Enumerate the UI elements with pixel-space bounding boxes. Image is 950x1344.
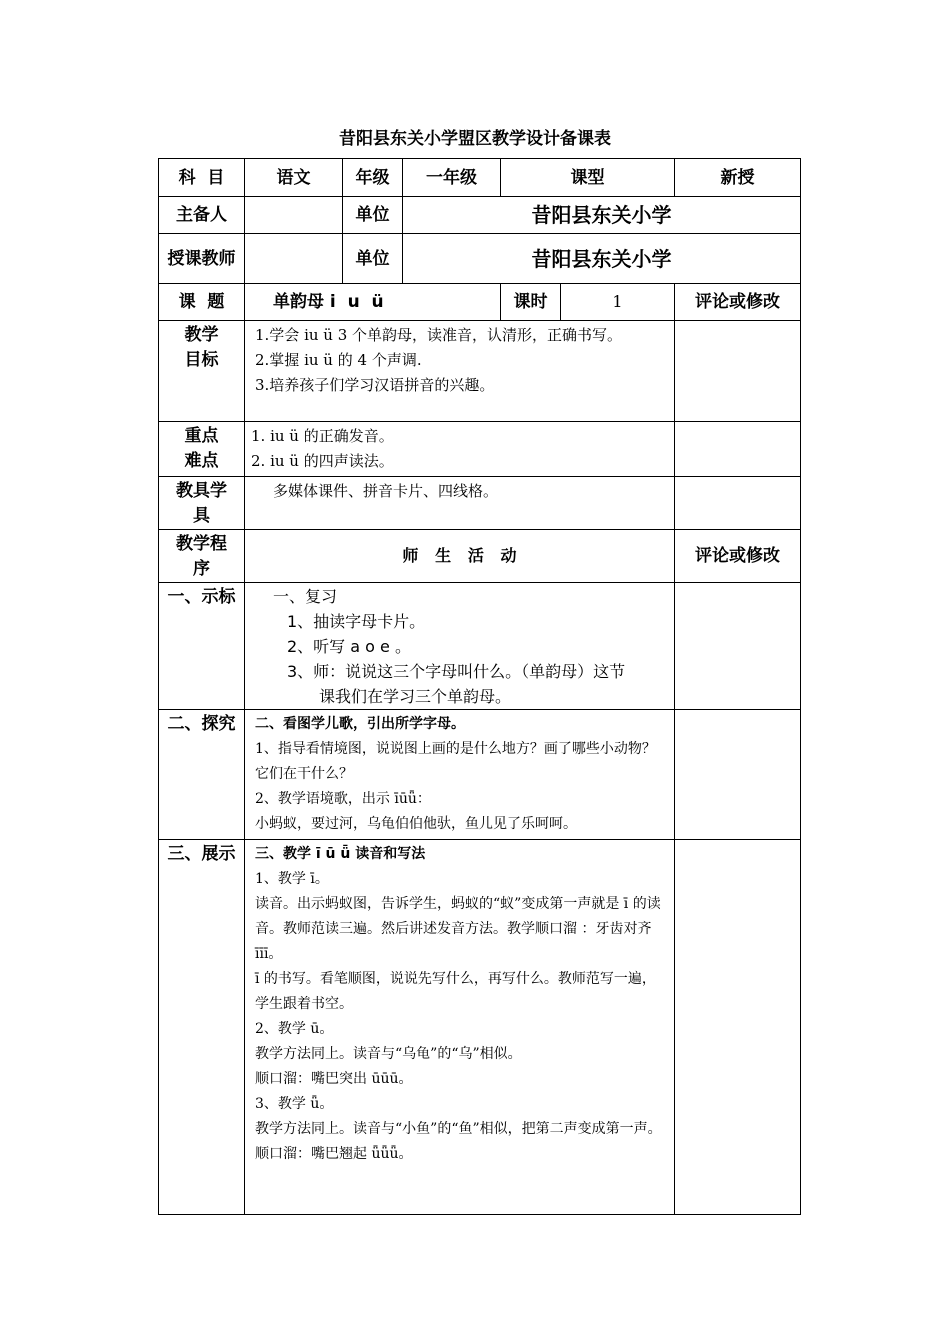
goals-line: 3.培养孩子们学习汉语拼音的兴趣。	[255, 376, 495, 394]
stage3-line: 顺口溜：嘴巴突出 ūūū。	[255, 1071, 413, 1087]
key-points-line: 2. iu ü 的四声读法。	[251, 452, 394, 470]
stage3-comment	[675, 840, 801, 1215]
teacher-value	[245, 234, 343, 284]
teacher-label: 授课教师	[159, 234, 245, 284]
stage3-label: 三、展示	[159, 840, 245, 1215]
stage1-heading: 一、复习	[273, 587, 338, 606]
activity-label: 师 生 活 动	[245, 530, 675, 583]
comment-label-procedure: 评论或修改	[675, 530, 801, 583]
lesson-type-label: 课型	[501, 159, 675, 197]
preparer-label: 主备人	[159, 197, 245, 234]
stage2-comment	[675, 710, 801, 840]
key-points-comment	[675, 422, 801, 477]
page-title: 昔阳县东关小学盟区教学设计备课表	[339, 129, 611, 149]
grade-label: 年级	[343, 159, 403, 197]
goals-line: 1.学会 iu ü 3 个单韵母，读准音，认清形，正确书写。	[255, 326, 623, 344]
stage1-content	[245, 583, 675, 710]
stage3-line: 读音。出示蚂蚁图，告诉学生，蚂蚁的“蚁”变成第一声就是 ī 的读音。教师范读三遍。然后讲述发音方法。教学顺口溜 ：牙齿对齐 īīī。	[255, 896, 661, 962]
lesson-type-value: 新授	[675, 159, 801, 197]
procedure-label: 教学程序	[159, 530, 245, 583]
stage2-line: 小蚂蚁，要过河，乌龟伯伯他驮，鱼儿见了乐呵呵。	[255, 816, 577, 832]
lesson-plan-table	[158, 158, 801, 1215]
tools-content: 多媒体课件、拼音卡片、四线格。	[245, 477, 675, 530]
topic-label: 课 题	[159, 284, 245, 321]
stage3-line: 顺口溜：嘴巴翘起 ǖǖǖ。	[255, 1146, 413, 1162]
grade-value: 一年级	[403, 159, 501, 197]
stage2-content	[245, 710, 675, 840]
stage1-label: 一、示标	[159, 583, 245, 710]
stage3-content	[245, 840, 675, 1215]
stage1-line: 2、听写 a o e 。	[287, 637, 411, 656]
key-points-label: 重点难点	[159, 422, 245, 477]
tools-comment	[675, 477, 801, 530]
subject-label: 科 目	[159, 159, 245, 197]
stage3-heading: 三、教学 ī ū ǖ 读音和写法	[255, 846, 426, 862]
unit-value-2: 昔阳县东关小学	[403, 234, 801, 284]
stage3-line: 1、教学 ī。	[255, 871, 329, 887]
stage1-line: 3、师：说说这三个字母叫什么。（单韵母）这节	[287, 662, 626, 681]
key-points-content	[245, 422, 675, 477]
unit-label-2: 单位	[343, 234, 403, 284]
stage3-line: 教学方法同上。读音与“乌龟”的“乌”相似。	[255, 1046, 522, 1062]
stage1-line: 课我们在学习三个单韵母。	[319, 687, 512, 706]
topic-value: 单韵母 i u ü	[245, 284, 501, 321]
tools-label: 教具学具	[159, 477, 245, 530]
unit-label-1: 单位	[343, 197, 403, 234]
key-points-line: 1. iu ü 的正确发音。	[251, 427, 394, 445]
stage2-label: 二、探究	[159, 710, 245, 840]
stage3-line: 2、教学 ū。	[255, 1021, 334, 1037]
goals-label: 教学目标	[159, 321, 245, 422]
goals-line: 2.掌握 iu ü 的 4 个声调.	[255, 351, 422, 369]
stage3-line: 教学方法同上。读音与“小鱼”的“鱼”相似，把第二声变成第一声。	[255, 1121, 662, 1137]
period-value: 1	[561, 284, 675, 321]
stage2-line: 2、教学语境歌，出示 īūǖ：	[255, 791, 431, 807]
stage1-comment	[675, 583, 801, 710]
subject-value: 语文	[245, 159, 343, 197]
period-label: 课时	[501, 284, 561, 321]
goals-content	[245, 321, 675, 422]
comment-label-top: 评论或修改	[675, 284, 801, 321]
stage1-line: 1、抽读字母卡片。	[287, 612, 426, 631]
preparer-value	[245, 197, 343, 234]
stage2-line: 1、指导看情境图，说说图上画的是什么地方？画了哪些小动物？它们在干什么？	[255, 741, 656, 782]
goals-comment	[675, 321, 801, 422]
stage3-line: 3、教学 ǖ。	[255, 1096, 334, 1112]
stage3-line: ī 的书写。看笔顺图，说说先写什么，再写什么。教师范写一遍，学生跟着书空。	[255, 971, 656, 1012]
unit-value-1: 昔阳县东关小学	[403, 197, 801, 234]
stage2-heading: 二、看图学儿歌，引出所学字母。	[255, 716, 465, 732]
